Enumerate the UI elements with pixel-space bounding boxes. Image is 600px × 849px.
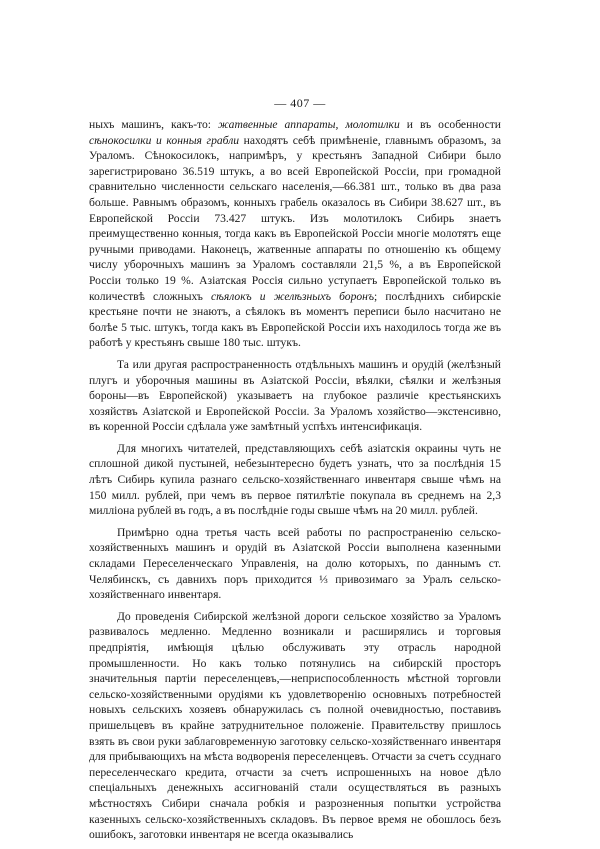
- text-span: Примѣрно одна третья часть всей работы по распространенію сельско-хозяйственныхъ машинъ и орудій въ Азіатской Россіи выполнена казенными складами Переселенческаго Управленія, на долю которыхъ, по даннымъ ст. Челябинскъ, съ давнихъ поръ приходится ⅓ привозимаго за Уралъ сельско-хозяйственнаго инвентаря.: [89, 525, 501, 602]
- italic-text-span: сѣялокъ и желѣзныхъ боронъ: [210, 289, 374, 303]
- italic-text-span: жатвенные аппараты, молотилки: [218, 118, 400, 131]
- text-span: и въ особенности: [399, 118, 501, 131]
- paragraph: [89, 117, 501, 351]
- text-block: [89, 117, 501, 849]
- paragraph: [89, 441, 501, 519]
- text-span: находятъ себѣ примѣненіе, главнымъ образомъ, за Ураломъ. Сѣнокосилокъ, напримѣръ, у крестьянъ Западной Сибири было зарегистрировано 36.519 штукъ, а во всей Европейской Россіи, при громадной сравнительно численности сельскаго населенія,—66.381 шт., только въ два раза больше. Равнымъ образомъ, конныхъ грабель оказалось въ Сибири 38.627 шт., въ Европейской Россіи 73.427 штукъ. Изъ молотилокъ Сибирь знаетъ преимущественно конныя, тогда какъ въ Европейской Россіи многіе молотятъ еще ручными приводами. Наконецъ, жатвенные аппараты по отношенію къ общему числу уборочныхъ машинъ за Ураломъ составляли 21,5 %, а въ Европейской Россіи только 19 %. Азіатская Россія сильно уступаетъ Европейской только въ количествѣ сложныхъ: [89, 133, 501, 303]
- page-number: — 407 —: [274, 96, 326, 110]
- text-span: ; послѣднихъ сибирскіе крестьяне почти не знаютъ, а сѣялокъ въ моментъ переписи было насчитано не болѣе 5 тыс. штукъ, тогда какъ въ Европейской Россіи ихъ находилось тогда же въ работѣ у крестьянъ свыше 180 тыс. штукъ.: [89, 289, 502, 350]
- paragraph: [89, 609, 501, 843]
- text-span: ныхъ машинъ, какъ-то:: [89, 118, 219, 131]
- text-span: Та или другая распространенность отдѣльныхъ машинъ и орудій (желѣзный плугъ и уборочныя машины въ Азіатской Россіи, вѣялки, сѣялки и желѣзныя бороны—въ Европейской) указываетъ на глубокое различіе крестьянскихъ хозяйствъ Азіатской и Европейской Россіи. За Ураломъ хозяйство—экстенсивно, въ коренной Россіи сдѣлала уже замѣтный успѣхъ интенсификація.: [89, 357, 501, 434]
- text-span: До проведенія Сибирской желѣзной дороги сельское хозяйство за Ураломъ развивалось медленно. Медленно возникали и расширялись и торговыя предпріятія, имѣющія цѣлью обслуживать эту отрасль народной промышленности. Но какъ только потянулись на сибирскій просторъ значительныя партіи переселенцевъ,—неприспособленность мѣстной торговли сельско-хозяйственными орудіями къ удовлетворенію основныхъ потребностей новыхъ сельскихъ хозяевъ обнаружилась съ полной очевидностью, поставивъ пришельцевъ въ крайне затруднительное положеніе. Правительству пришлось взять въ свои руки заблаговременную заготовку сельско-хозяйственнаго инвентаря для прибывающихъ на мѣста водворенія переселенцевъ. Отчасти за счетъ ссуднаго переселенческаго кредита, отчасти за счетъ испрошенныхъ на новое дѣло спеціальныхъ денежныхъ ассигнованій стали осуществляться въ разныхъ мѣстностяхъ Сибири сначала робкія и разрозненныя попытки устройства казенныхъ сельско-хозяйственныхъ складовъ. Въ первое время не обошлось безъ ошибокъ, заготовки инвентаря не всегда оказывались: [89, 609, 501, 842]
- paragraph: [89, 525, 501, 603]
- text-span: Для многихъ читателей, представляющихъ себѣ азіатскія окраины чуть не сплошной дикой пустыней, небезынтересно будетъ узнать, что за послѣднія 15 лѣтъ Сибирь купила разнаго сельско-хозяйственнаго инвентаря свыше чѣмъ на 150 милл. рублей, при чемъ въ первое пятилѣтіе покупала въ среднемъ на 2,3 милліона рублей въ годъ, а въ послѣдніе годы свыше чѣмъ на 20 милл. рублей.: [89, 441, 501, 518]
- italic-text-span: сѣнокосилки и конныя грабли: [89, 133, 240, 147]
- paragraph: [89, 357, 501, 435]
